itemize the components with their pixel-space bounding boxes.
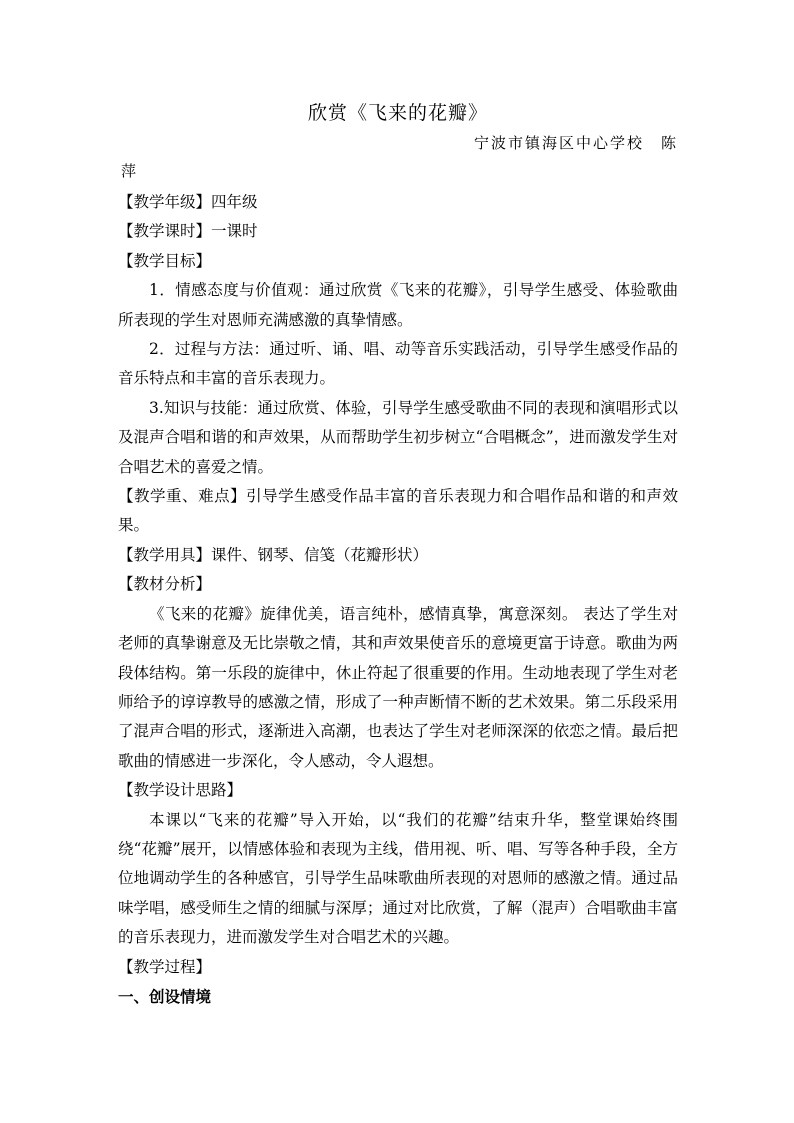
document-title: 欣赏《飞来的花瓣》 <box>307 102 488 124</box>
periods-line: 【教学课时】一课时 <box>118 222 258 241</box>
goal-3-paragraph: 3.知识与技能：通过欣赏、体验，引导学生感受歌曲不同的表现和演唱形式以及混声合唱和谐的和声效果，从而帮助学生初步树立“合唱概念”，进而激发学生对合唱艺术的喜爱之情。 <box>118 398 678 476</box>
analysis-paragraph: 《飞来的花瓣》旋律优美，语言纯朴，感情真挚，寓意深刻。 表达了学生对老师的真挚谢意及无比崇敬之情，其和声效果使音乐的意境更富于诗意。歌曲为两段体结构。第一乐段的旋律中，休止符起了很重要的作用。生动地表现了学生对老师给予的谆谆教导的感激之情，形成了一种声断情不断的艺术效果。第二乐段采用了混声合唱的形式，逐渐进入高潮，也表达了学生对老师深深的依恋之情。最后把歌曲的情感进一步深化，令人感动，令人遐想。 <box>118 604 678 770</box>
materials-line: 【教学用具】课件、钢琴、信笺（花瓣形状） <box>118 545 429 564</box>
goal-2-paragraph: 2．过程与方法：通过听、诵、唱、动等音乐实践活动，引导学生感受作品的音乐特点和丰富的音乐表现力。 <box>118 340 678 388</box>
document-body <box>118 188 678 1011</box>
analysis-heading: 【教材分析】 <box>118 575 212 594</box>
goal-1-paragraph: 1．情感态度与价值观：通过欣赏《飞来的花瓣》，引导学生感受、体验歌曲所表现的学生对恩师充满感激的真挚情感。 <box>118 281 678 329</box>
design-paragraph: 本课以“飞来的花瓣”导入开始，以“我们的花瓣”结束升华，整堂课始终围绕“花瓣”展开，以情感体验和表现为主线，借用视、听、唱、写等各种手段，全方位地调动学生的各种感官，引导学生品味歌曲所表现的对恩师的感激之情。通过品味学唱，感受师生之情的细腻与深厚；通过对比欣赏，了解（混声）合唱歌曲丰富的音乐表现力，进而激发学生对合唱艺术的兴趣。 <box>118 810 678 947</box>
author-line-continuation: 萍 <box>121 162 137 180</box>
section-1-heading: 一、创设情境 <box>118 986 212 1006</box>
grade-line: 【教学年级】四年级 <box>118 193 258 211</box>
process-heading: 【教学过程】 <box>118 957 212 976</box>
design-heading: 【教学设计思路】 <box>118 781 243 800</box>
author-line: 宁波市镇海区中心学校 陈 <box>473 134 678 152</box>
key-points-line: 【教学重、难点】引导学生感受作品丰富的音乐表现力和合唱作品和谐的和声效果。 <box>118 487 678 535</box>
goals-heading: 【教学目标】 <box>118 251 212 270</box>
